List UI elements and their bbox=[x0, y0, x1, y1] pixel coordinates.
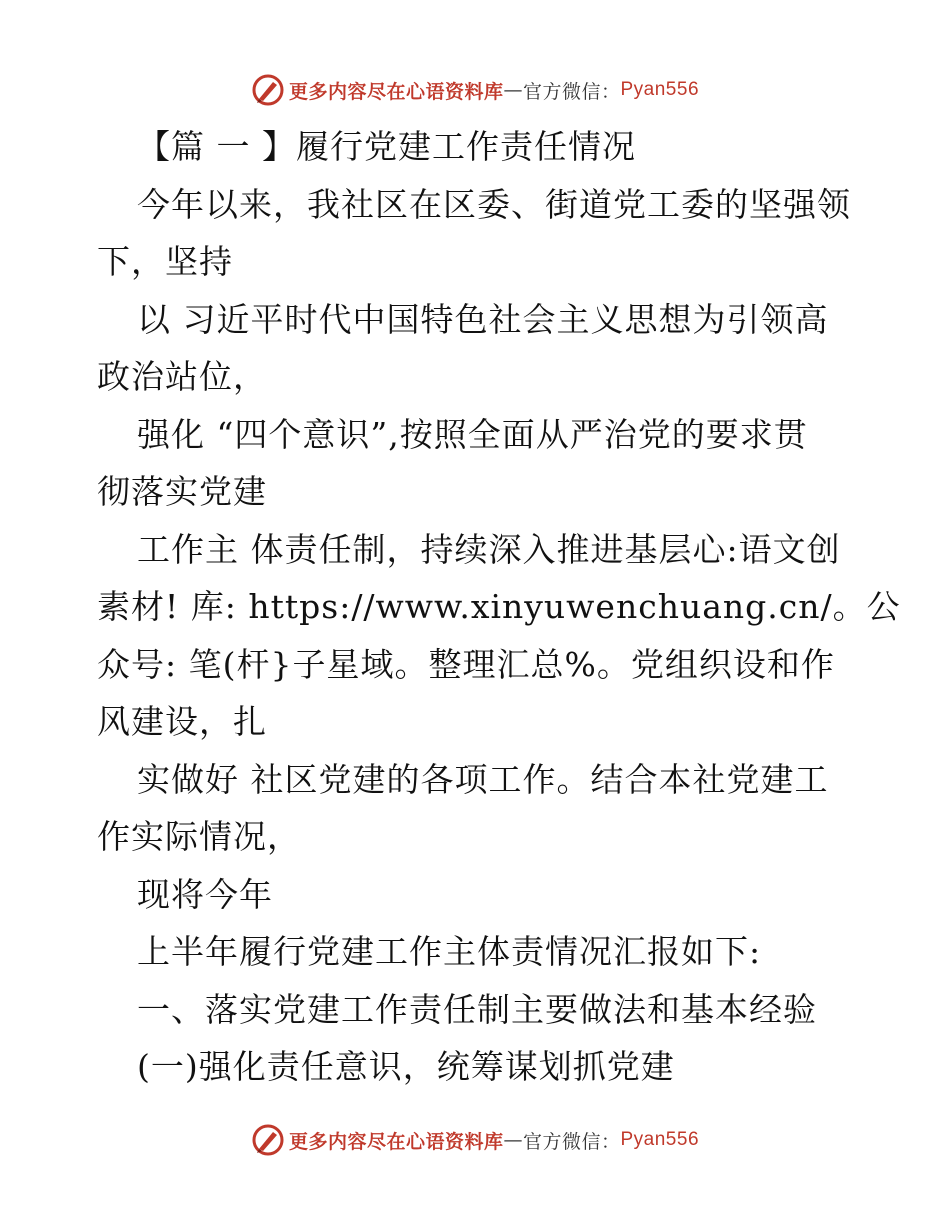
text-line: 上半年履行党建工作主体责情况汇报如下: bbox=[137, 932, 762, 971]
banner-main-text: 更多内容尽在心语资料库 bbox=[288, 80, 504, 103]
document-heading: 【篇 一 】履行党建工作责任情况 bbox=[137, 127, 636, 166]
banner-account: Pyan556 bbox=[620, 79, 700, 100]
text-line: 强化 “四个意识”,按照全面从严治党的要求贯 bbox=[137, 414, 808, 454]
text-line: 现将今年 bbox=[137, 874, 273, 914]
text-line: 众号: 笔(杆}子星域。整理汇总%。党组织设和作 bbox=[97, 644, 835, 684]
pen-logo-icon bbox=[251, 73, 285, 107]
document-body bbox=[97, 118, 901, 1096]
pen-logo-icon bbox=[251, 1123, 285, 1157]
banner-separator: — bbox=[503, 1129, 523, 1151]
text-line: 以 习近平时代中国特色社会主义思想为引领高 bbox=[137, 299, 829, 339]
banner-main-text: 更多内容尽在心语资料库 bbox=[288, 1130, 504, 1153]
footer-banner bbox=[0, 1120, 950, 1160]
banner-label: 官方微信： bbox=[522, 1130, 621, 1153]
text-line: 工作主 体责任制，持续深入推进基层心:语文创 bbox=[137, 529, 841, 569]
header-banner bbox=[0, 70, 950, 110]
banner-label: 官方微信： bbox=[522, 80, 621, 103]
banner-separator: — bbox=[503, 79, 523, 101]
text-line: 实做好 社区党建的各项工作。结合本社党建工 bbox=[137, 759, 829, 799]
text-line: 作实际情况， bbox=[97, 817, 301, 856]
text-line: 下，坚持 bbox=[97, 242, 233, 281]
banner-account: Pyan556 bbox=[620, 1129, 700, 1150]
subsection-heading: (一)强化责任意识，统筹谋划抓党建 bbox=[137, 1047, 675, 1086]
text-line: 素材! 库: https://www.xinyuwenchuang.cn/。公 bbox=[97, 587, 901, 626]
text-line: 今年以来，我社区在区委、街道党工委的坚强领 bbox=[137, 184, 851, 224]
text-line: 风建设，扎 bbox=[97, 702, 267, 741]
text-line: 政治站位， bbox=[97, 357, 267, 396]
text-line: 彻落实党建 bbox=[97, 472, 267, 511]
section-heading: 一、落实党建工作责任制主要做法和基本经验 bbox=[137, 989, 817, 1029]
